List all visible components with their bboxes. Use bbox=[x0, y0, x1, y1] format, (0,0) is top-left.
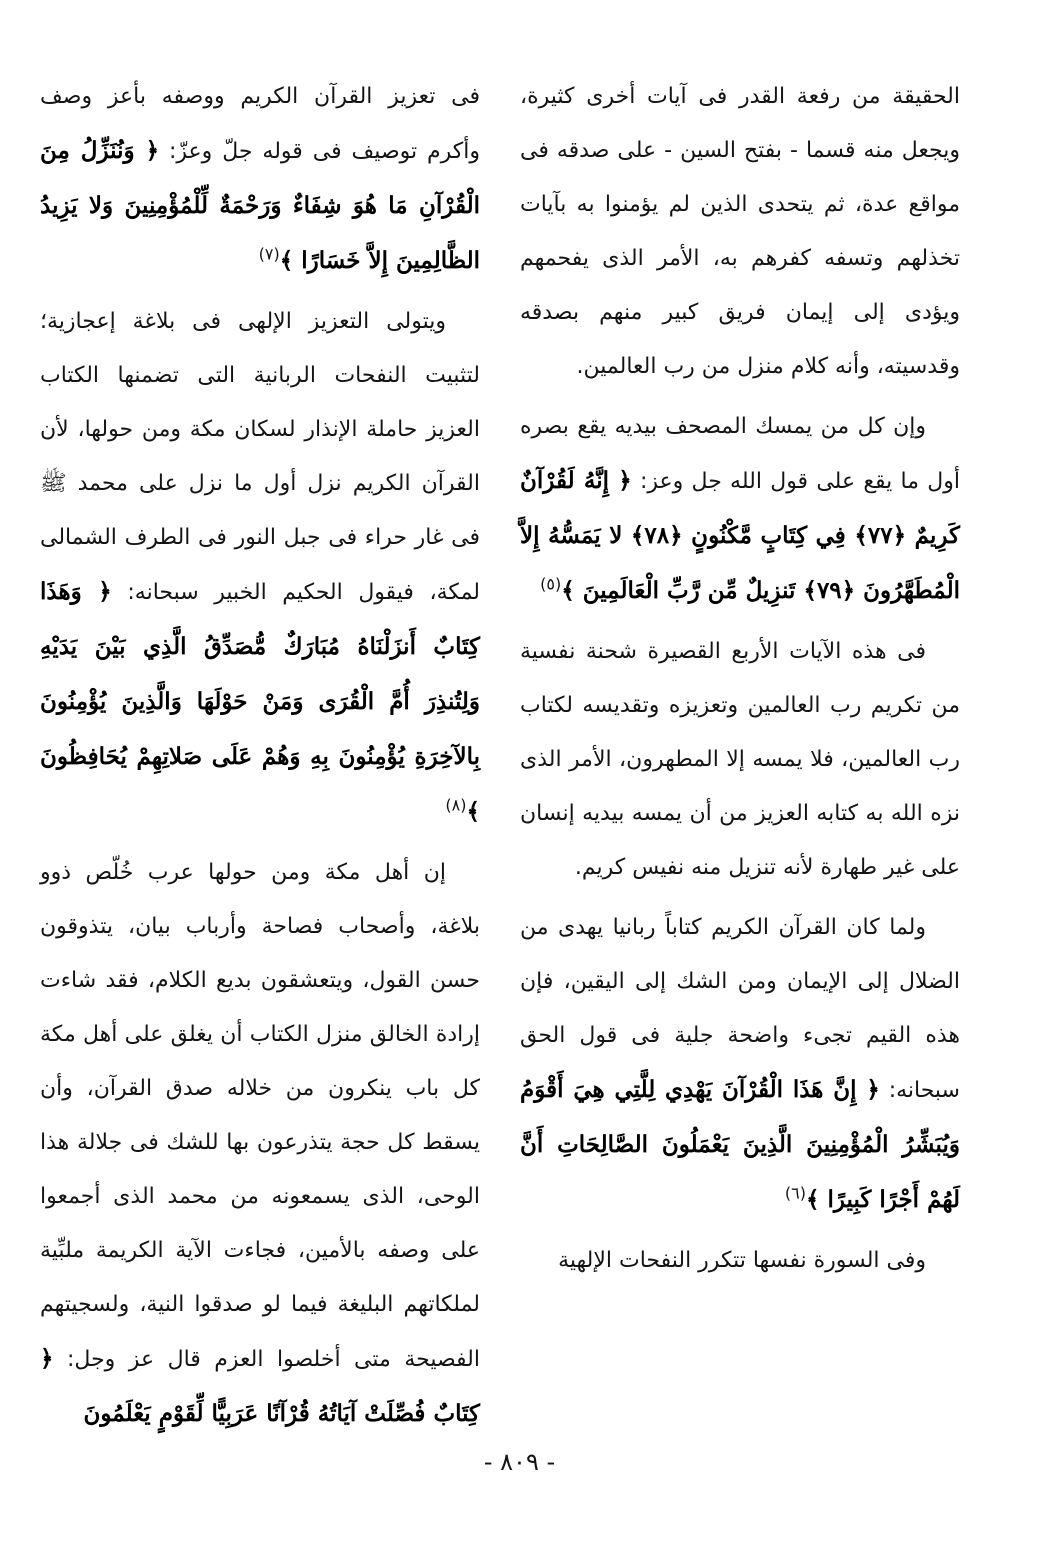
paragraph-text: فى هذه الآيات الأربع القصيرة شحنة نفسية من تكريم رب العالمين وتعزيزه وتقديسه لكتاب رب العالمين، فلا يمسه إلا المطهرون، الأمر الذى نزه الله به كتابه العزيز من أن يمسه بيديه إنسان على غير طهارة لأنه تنزيل منه نفيس كريم. bbox=[520, 639, 960, 880]
paragraph bbox=[40, 70, 480, 289]
paragraph bbox=[520, 901, 960, 1228]
paragraph-text: وفى السورة نفسها تتكرر النفحات الإلهية bbox=[558, 1248, 926, 1273]
paragraph-text: الحقيقة من رفعة القدر فى آيات أخرى كثيرة، ويجعل منه قسما - بفتح السين - على صدقه فى مواقع عدة، ثم يتحدى الذين لم يؤمنوا به بآيات تخذلهم وتسفه كفرهم به، الأمر الذى يفحمهم ويؤدى إلى إيمان فريق كبير منهم بصدقه وقدسيته، وأنه كلام منزل من رب العالمين. bbox=[520, 84, 960, 379]
paragraph-text: وإن كل من يمسك المصحف بيديه يقع بصره أول ما يقع على قول الله جل وعز: bbox=[520, 414, 960, 494]
paragraph-text: فى تعزيز القرآن الكريم ووصفه بأعز وصف وأكرم توصيف فى قوله جلّ وعزّ: bbox=[40, 84, 481, 164]
paragraph bbox=[520, 400, 960, 619]
footnote-ref: (٧) bbox=[258, 244, 280, 264]
quran-verse: ﴿ إِنَّ هَذَا الْقُرْآنَ يَهْدِي لِلَّتِي هِيَ أَقْوَمُ وَيُبَشِّرُ الْمُؤْمِنِينَ الَّذِينَ يَعْمَلُونَ الصَّالِحَاتِ أَنَّ لَهُمْ أَجْرًا كَبِيرًا ﴾ bbox=[520, 1076, 960, 1213]
paragraph-text: إن أهل مكة ومن حولها عرب خُلّص ذوو بلاغة، وأصحاب فصاحة وأرباب بيان، يتذوقون حسن القول، ويتعشقون بديع الكلام، فقد شاءت إرادة الخالق منزل الكتاب أن يغلق على أهل مكة كل باب ينكرون من خلاله صدق القرآن، وأن يسقط كل حجة يتذرعون بها للشك فى جلالة هذا الوحى، الذى يسمعونه من محمد الذى أجمعوا على وصفه بالأمين، فجاءت الآية الكريمة ملبِّية لملكاتهم البليغة فيما لو صدقوا النية، ولسجيتهم الفصيحة متى أخلصوا العزم قال عز وجل: bbox=[40, 860, 480, 1372]
quran-verse: ﴿ كِتَابٌ فُصِّلَتْ آيَاتُهُ قُرْآنًا عَرَبِيًّا لِّقَوْمٍ يَعْلَمُونَ bbox=[40, 1345, 480, 1427]
paragraph bbox=[40, 846, 480, 1442]
left-column bbox=[40, 70, 480, 1448]
right-column bbox=[520, 70, 960, 1294]
paragraph-text: ولما كان القرآن الكريم كتاباً ربانيا يهدى من الضلال إلى الإيمان ومن الشك إلى اليقين، فإن هذه القيم تجىء واضحة جلية فى قول الحق سبحانه: bbox=[520, 915, 960, 1103]
paragraph bbox=[520, 1234, 960, 1288]
footnote-ref: (٥) bbox=[540, 574, 562, 594]
quran-verse: ﴿ وَنُنَزِّلُ مِنَ الْقُرْآنِ مَا هُوَ شِفَاءٌ وَرَحْمَةٌ لِّلْمُؤْمِنِينَ وَلا يَزِيدُ الظَّالِمِينَ إِلاَّ خَسَارًا ﴾ bbox=[40, 137, 480, 274]
paragraph bbox=[520, 625, 960, 895]
paragraph bbox=[520, 70, 960, 394]
quran-verse: ﴿ وَهَذَا كِتَابٌ أَنزَلْنَاهُ مُبَارَكٌ مُّصَدِّقُ الَّذِي بَيْنَ يَدَيْهِ وَلِتُنذِرَ أُمَّ الْقُرَى وَمَنْ حَوْلَهَا وَالَّذِينَ يُؤْمِنُونَ بِالآخِرَةِ يُؤْمِنُونَ بِهِ وَهُمْ عَلَى صَلاتِهِمْ يُحَافِظُونَ ﴾ bbox=[40, 578, 480, 825]
paragraph-text: ويتولى التعزيز الإلهى فى بلاغة إعجازية؛ لتثبيت النفحات الربانية التى تضمنها الكتاب العزيز حاملة الإنذار لسكان مكة ومن حولها، لأن القرآن الكريم نزل أول ما نزل على محمد ﷺ فى غار حراء فى جبل النور فى الطرف الشمالى لمكة، فيقول الحكيم الخبير سبحانه: bbox=[40, 309, 480, 605]
footnote-ref: (٨) bbox=[445, 795, 467, 815]
paragraph bbox=[40, 295, 480, 840]
quran-verse: ﴿ إِنَّهُ لَقُرْآنٌ كَرِيمٌ ﴿٧٧﴾ فِي كِتَابٍ مَّكْنُونٍ ﴿٧٨﴾ لا يَمَسُّهُ إِلاَّ الْمُطَهَّرُونَ ﴿٧٩﴾ تَنزِيلٌ مِّن رَّبِّ الْعَالَمِينَ ﴾ bbox=[520, 467, 961, 604]
footnote-ref: (٦) bbox=[784, 1183, 806, 1203]
page-number: - ٨٠٩ - bbox=[483, 1448, 556, 1476]
